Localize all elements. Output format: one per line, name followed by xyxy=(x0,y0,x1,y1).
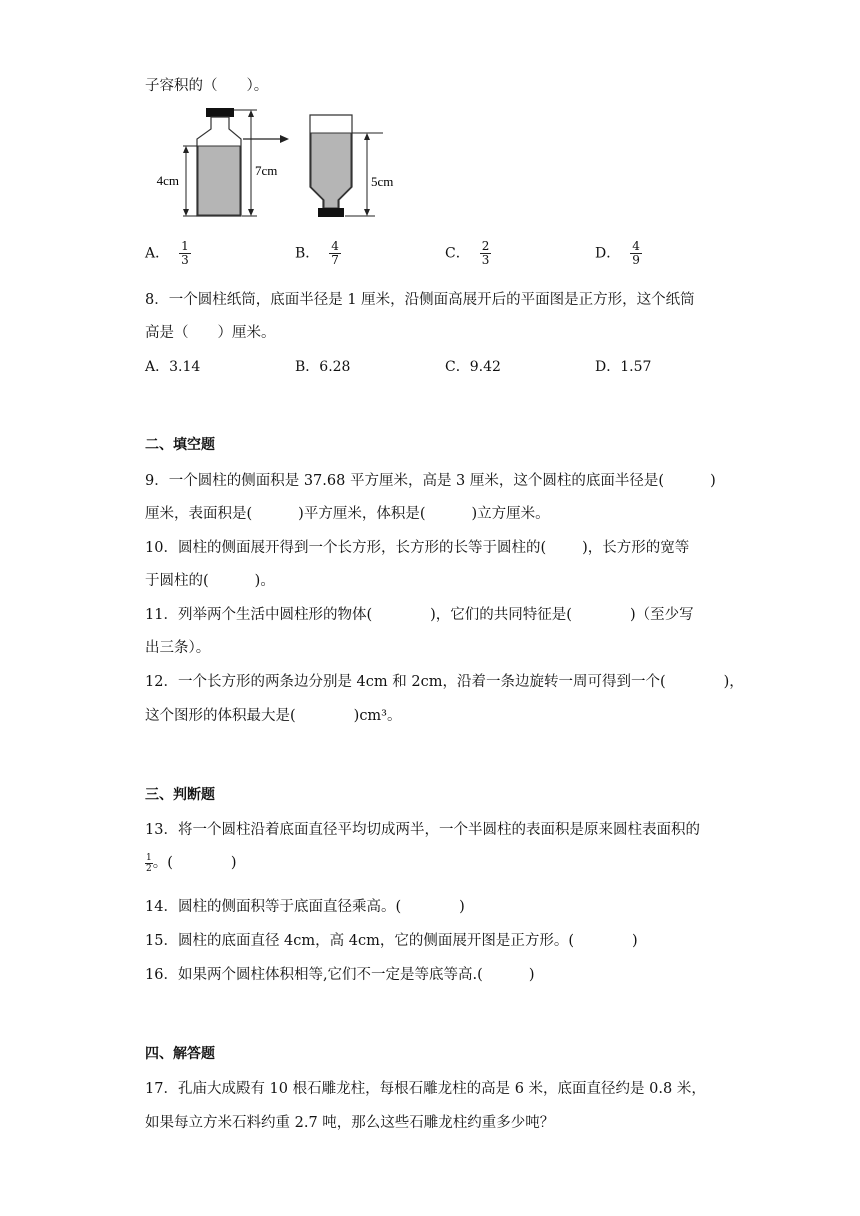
q8-text-line2: 高是（ ）厘米。 xyxy=(145,325,276,341)
fraction: $\frac{1}{3}$ xyxy=(181,239,189,267)
inverted-bottle xyxy=(310,115,352,217)
right-height-label: 5cm xyxy=(371,174,394,189)
q10-text-line2: 于圆柱的( )。 xyxy=(145,573,275,589)
q7-option-a[interactable]: A． $\frac{1}{3}$ xyxy=(145,239,189,267)
bottle-figure xyxy=(145,105,415,223)
section-heading-true-false: 三、判断题 xyxy=(145,787,215,803)
section-heading-word-problems: 四、解答题 xyxy=(145,1046,215,1062)
q9-text-line2: 厘米，表面积是( )平方厘米，体积是( )立方厘米。 xyxy=(145,506,550,522)
fraction: $\frac{2}{3}$ xyxy=(481,239,490,267)
q11-text-line2: 出三条）。 xyxy=(145,640,211,656)
q7-option-c[interactable]: C． $\frac{2}{3}$ xyxy=(445,239,490,267)
q9-text-line1: 9．一个圆柱的侧面积是 37.68 平方厘米，高是 3 厘米，这个圆柱的底面半径是( ) xyxy=(145,473,716,489)
q15-text: 15．圆柱的底面直径 4cm，高 4cm，它的侧面展开图是正方形。( ) xyxy=(145,933,638,949)
q7-option-d[interactable]: D． $\frac{4}{9}$ xyxy=(595,239,640,267)
q8-option-b[interactable]: B．6.28 xyxy=(295,359,351,375)
q11-text-line1: 11．列举两个生活中圆柱形的物体( )，它们的共同特征是( )（至少写 xyxy=(145,607,694,623)
q14-text: 14．圆柱的侧面积等于底面直径乘高。( ) xyxy=(145,899,465,915)
q12-text-line2: 这个图形的体积最大是( )cm³。 xyxy=(145,708,402,724)
q12-text-line1: 12．一个长方形的两条边分别是 4cm 和 2cm，沿着一条边旋转一周可得到一个( )， xyxy=(145,674,744,690)
q8-text-line1: 8．一个圆柱纸筒，底面半径是 1 厘米，沿侧面高展开后的平面图是正方形，这个纸筒 xyxy=(145,292,695,308)
q10-text-line1: 10．圆柱的侧面展开得到一个长方形，长方形的长等于圆柱的( )，长方形的宽等 xyxy=(145,540,690,556)
flip-arrow xyxy=(243,135,289,143)
fraction: $\frac{4}{9}$ xyxy=(632,239,640,267)
left-height-dimension xyxy=(183,146,197,216)
fraction: $\frac{1}{2}$ xyxy=(146,852,152,874)
q7-line-end: 子容积的（ ）。 xyxy=(145,78,269,94)
q17-text-line2: 如果每立方米石料约重 2.7 吨，那么这些石雕龙柱约重多少吨？ xyxy=(145,1115,555,1131)
left-height-label: 4cm xyxy=(156,173,179,188)
fraction: $\frac{4}{7}$ xyxy=(331,239,339,267)
q8-option-a[interactable]: A．3.14 xyxy=(145,359,201,375)
q13-text-line2: $\frac{1}{2}$ 。( ) xyxy=(146,852,237,874)
q7-option-b[interactable]: B． $\frac{4}{7}$ xyxy=(295,239,339,267)
q8-option-c[interactable]: C．9.42 xyxy=(445,359,501,375)
section-heading-fill-blank: 二、填空题 xyxy=(145,437,215,453)
q13-text-line1: 13．将一个圆柱沿着底面直径平均切成两半，一个半圆柱的表面积是原来圆柱表面积的 xyxy=(145,822,700,838)
q8-option-d[interactable]: D．1.57 xyxy=(595,359,652,375)
upright-bottle xyxy=(197,108,241,216)
q17-text-line1: 17．孔庙大成殿有 10 根石雕龙柱，每根石雕龙柱的高是 6 米，底面直径约是 0.8 米， xyxy=(145,1081,706,1097)
bottle-height-label: 7cm xyxy=(255,163,278,178)
q16-text: 16．如果两个圆柱体积相等,它们不一定是等底等高.( ) xyxy=(145,967,535,983)
